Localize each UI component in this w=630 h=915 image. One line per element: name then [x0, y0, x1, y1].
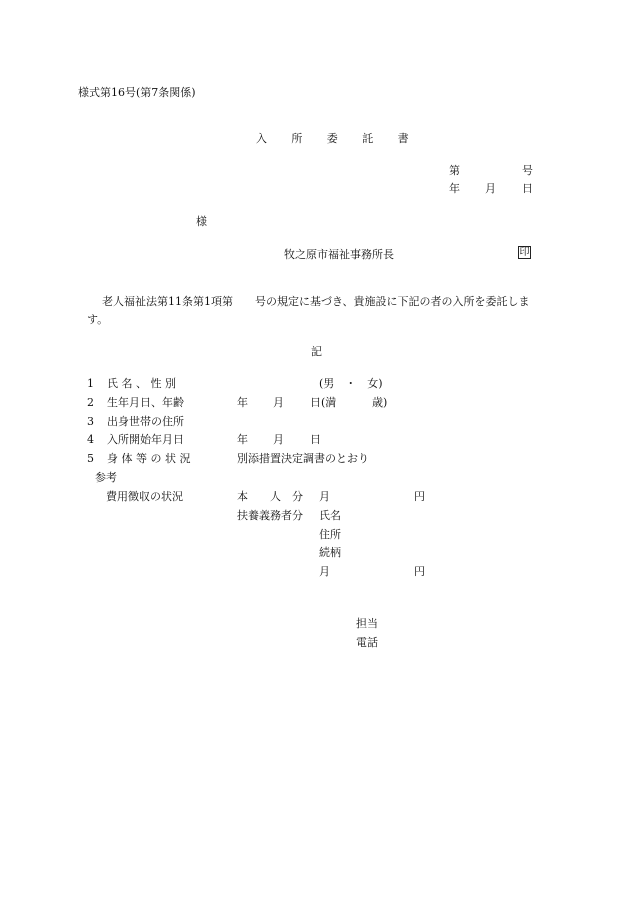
birth-day-age: 日(満	[310, 396, 337, 409]
self-portion-label: 本 人 分	[237, 490, 303, 503]
addressee-suffix: 様	[196, 215, 207, 228]
admission-year-unit: 年	[237, 433, 248, 446]
self-portion-month: 月	[319, 490, 330, 503]
item-1-label: 氏 名 、 性 別	[107, 377, 176, 390]
contact-person-label: 担当	[356, 617, 378, 630]
supporter-address-label: 住所	[319, 528, 341, 541]
doc-number-dai: 第	[449, 164, 460, 177]
doc-number-go: 号	[522, 164, 533, 177]
body-line-2: す。	[87, 313, 109, 326]
document-title: 入 所 委 託 書	[256, 132, 420, 145]
supporter-portion-yen: 円	[414, 565, 425, 578]
supporter-portion-label: 扶養義務者分	[237, 509, 303, 522]
date-day: 日	[522, 182, 533, 195]
self-portion-yen: 円	[414, 490, 425, 503]
birth-year-unit: 年	[237, 396, 248, 409]
item-4-number: 4	[87, 433, 94, 446]
body-line-1: 老人福祉法第11条第1項第 号の規定に基づき、貴施設に下記の者の入所を委託しま	[102, 295, 530, 308]
item-5-label: 身 体 等 の 状 況	[107, 452, 191, 465]
item-3-number: 3	[87, 415, 94, 428]
sender-name: 牧之原市福祉事務所長	[284, 248, 394, 261]
item-2-label: 生年月日、年齢	[107, 396, 184, 409]
birth-month-unit: 月	[273, 396, 284, 409]
physical-condition-value: 別添措置決定調書のとおり	[237, 452, 369, 465]
age-unit: 歳)	[372, 396, 388, 409]
supporter-portion-month: 月	[319, 565, 330, 578]
supporter-relation-label: 続柄	[319, 546, 341, 559]
seal-stamp: 印	[519, 247, 530, 258]
item-5-number: 5	[87, 452, 94, 465]
item-3-label: 出身世帯の住所	[107, 415, 184, 428]
date-month: 月	[485, 182, 496, 195]
admission-day-unit: 日	[310, 433, 321, 446]
ki-heading: 記	[311, 345, 322, 358]
fee-status-label: 費用徴収の状況	[106, 490, 183, 503]
admission-month-unit: 月	[273, 433, 284, 446]
supporter-name-label: 氏名	[319, 509, 341, 522]
gender-choice: (男 ・ 女)	[319, 377, 383, 390]
item-4-label: 入所開始年月日	[107, 433, 184, 446]
form-id: 様式第16号(第7条関係)	[78, 86, 196, 99]
item-1-number: 1	[87, 377, 94, 390]
reference-label: 参考	[95, 471, 117, 484]
item-2-number: 2	[87, 396, 94, 409]
contact-phone-label: 電話	[356, 636, 378, 649]
date-year: 年	[449, 182, 460, 195]
